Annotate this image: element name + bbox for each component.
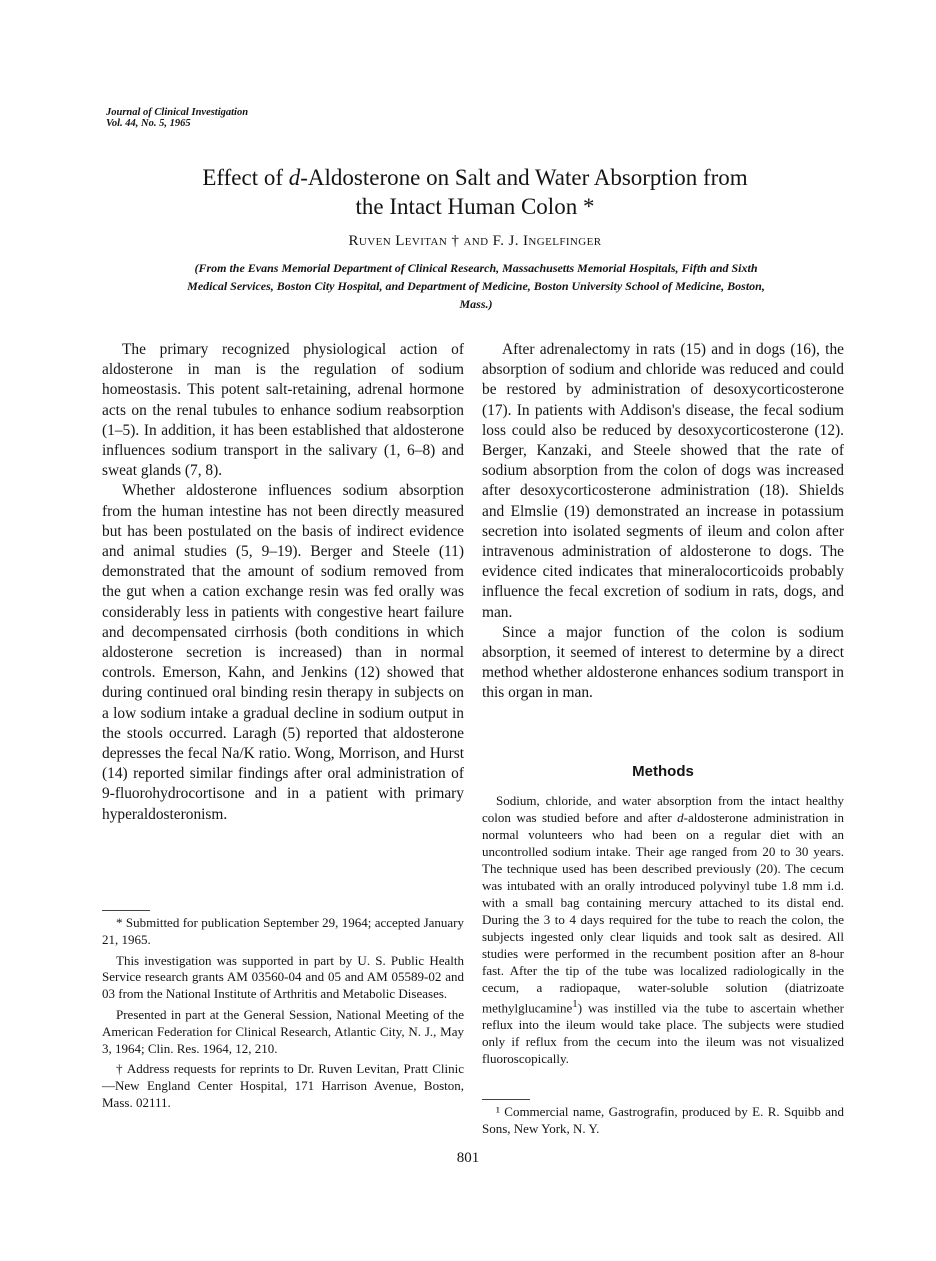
paragraph: Since a major function of the colon is sodium absorption, it seemed of interest to determine by a direct method whether aldosterone enhances sodium transport in this organ in man.: [482, 623, 844, 702]
page-number: 801: [456, 1150, 480, 1166]
section-heading-methods: Methods: [632, 763, 694, 780]
journal-name: Journal of Clinical Investigation: [106, 107, 249, 118]
footnote: * Submitted for publication September 29, 1964; accepted January 21, 1965.: [102, 915, 464, 947]
title-text-b: -Aldosterone on Salt and Water Absorption from: [300, 165, 748, 190]
paragraph: After adrenalectomy in rats (15) and in dogs (16), the absorption of sodium and chloride was reduced and could be restored by administration of desoxycorticosterone (17). In patients with Addison's disease, the fecal sodium loss could also be reduced by desoxycorticosterone (12). Berger, Kanzaki, and Steele showed that the rate of sodium absorption from the colon of dogs was increased after desoxycorticosterone administration (18). Shields and Elmslie (19) demonstrated an increase in potassium secretion into isolated segments of ileum and colon after intravenous administration of aldosterone to dogs. The evidence cited indicates that mineralocorticoids probably influence the fecal excretion of sodium in rats, dogs, and man.: [482, 341, 844, 621]
footnote-divider: [482, 1099, 530, 1100]
methods-text-a: Sodium, chloride, and water absorption from the intact healthy colon was studied before and after: [482, 793, 844, 825]
footnote: Presented in part at the General Session, National Meeting of the American Federation for Clinical Research, Atlantic City, N. J., May 3, 1964; Clin. Res. 1964, 12, 210.: [102, 1006, 464, 1056]
author-conjunction: and: [463, 233, 489, 249]
affiliation: (From the Evans Memorial Department of Clinical Research, Massachusetts Memorial Hospitals, Fifth and Sixth Medical Services, Boston City Hospital, and Department of Medicine, Boston University School of Medicine, Boston, Mass.): [187, 261, 765, 311]
title-text-italic: d: [288, 165, 301, 190]
methods-text-italic: d: [677, 810, 684, 825]
dagger-mark: †: [447, 233, 464, 249]
right-column-body: [482, 340, 844, 704]
title-text-a: Effect of: [202, 165, 289, 190]
paragraph: The primary recognized physiological action of aldosterone in man is the regulation of sodium homeostasis. This potent salt-retaining, adrenal hormone acts on the renal tubules to enhance sodium reabsorption (1–5). In addition, it has been established that aldosterone influences sodium transport in the salivary (1, 6–8) and sweat glands (7, 8).: [102, 341, 464, 480]
footnote-divider: [102, 910, 150, 911]
methods-text-c: ) was instilled via the tube to ascertain whether reflux into the ileum would take place. The subjects were studied only if reflux from the cecum into the ileum was not visualized fluoroscopically.: [482, 1000, 844, 1067]
author-line: [100, 233, 850, 250]
footnotes-left: [102, 915, 464, 1116]
article-title: [100, 163, 850, 221]
paragraph: Whether aldosterone influences sodium absorption from the human intestine has not been directly measured but has been postulated on the basis of indirect evidence and animal studies (5, 9–19). Berger and Steele (11) demonstrated that the amount of sodium removed from the gut when a cation exchange resin was fed orally was considerably less in patients with congestive heart failure and decompensated cirrhosis (both conditions in which aldosterone secretion is increased) than in normal controls. Emerson, Kahn, and Jenkins (12) showed that during continued oral binding resin therapy in subjects on a low sodium intake a gradual decline in sodium output in the stools occurred. Laragh (5) reported that aldosterone depresses the fecal Na/K ratio. Wong, Morrison, and Hurst (14) reported similar findings after oral administration of 9-fluorohydrocortisone and in a patient with primary hyperaldosteronism.: [102, 482, 464, 823]
footnote: This investigation was supported in part by U. S. Public Health Service research grants AM 03560-04 and 05 and AM 05589-02 and 03 from the National Institute of Arthritis and Metabolic Diseases.: [102, 952, 464, 1002]
footnote: ¹ Commercial name, Gastrografin, produced by E. R. Squibb and Sons, New York, N. Y.: [482, 1104, 844, 1136]
methods-text-b: -aldosterone administration in normal volunteers who had been on a regular diet with an uncontrolled sodium intake. Their age ranged from 20 to 30 years. The technique used has been described previously (20). The cecum was intubated with an orally introduced polyvinyl tube 1.8 mm i.d. with a small bag containing mercury attached to its distal end. During the 3 to 4 days required for the tube to reach the colon, the subjects ingested only clear liquids and took salt as desired. All studies were performed in the recumbent position after an 8-hour fast. After the tip of the tube was localized radiologically in the cecum, a radiopaque, water-soluble solution (diatrizoate methylglucamine: [482, 810, 845, 1016]
journal-citation: [106, 107, 248, 129]
title-line-1: [100, 163, 850, 192]
left-column-body: [102, 340, 464, 825]
methods-body: [482, 792, 844, 1067]
title-line-2: the Intact Human Colon *: [355, 194, 595, 219]
author-1: Ruven Levitan: [348, 233, 448, 249]
footnotes-right: [482, 1103, 844, 1137]
author-2: F. J. Ingelfinger: [488, 233, 602, 249]
paragraph: [482, 792, 844, 1067]
journal-volume: Vol. 44, No. 5, 1965: [106, 118, 191, 129]
footnote-marker: 1: [572, 998, 578, 1010]
footnote: † Address requests for reprints to Dr. Ruven Levitan, Pratt Clinic—New England Center Hospital, 171 Harrison Avenue, Boston, Mass. 02111.: [102, 1061, 464, 1110]
